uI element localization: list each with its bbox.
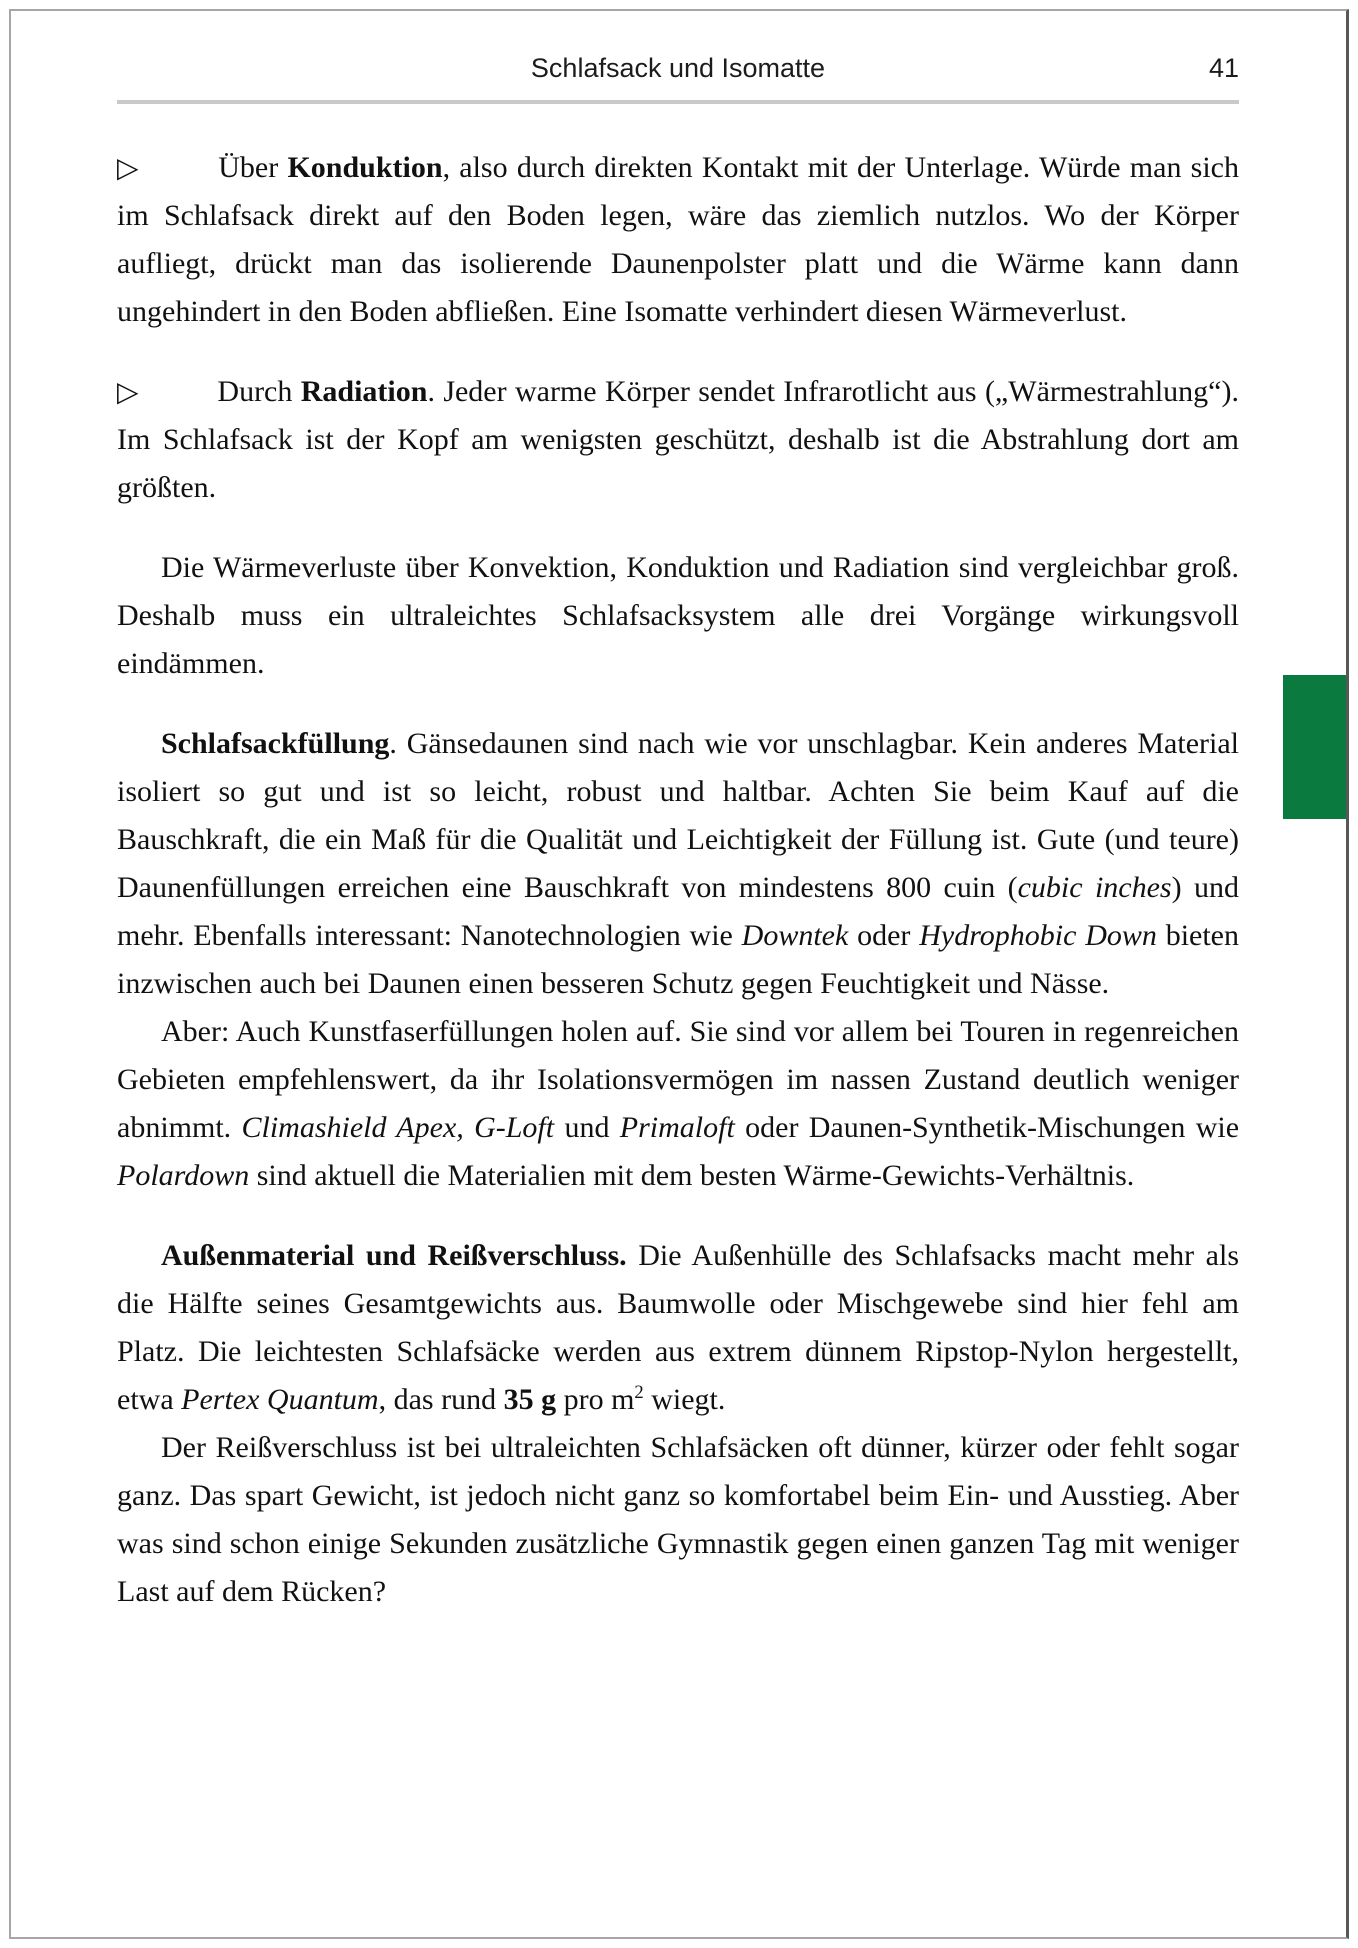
header-rule xyxy=(117,100,1239,104)
paragraph-aussenmaterial xyxy=(117,1232,1239,1424)
text-segment: ) und mehr. Ebenfalls interessant: Nanotechnologien wie xyxy=(117,871,1239,952)
paragraph-schlafsackfuellung xyxy=(117,720,1239,1008)
text-segment: bieten inzwischen auch bei Daunen einen besseren Schutz gegen Feuchtigkeit und Nässe. xyxy=(117,919,1239,1000)
text-segment: Die Außenhülle des Schlafsacks macht mehr als die Hälfte seines Gesamtgewichts aus. Baumwolle oder Mischgewebe sind hier fehl am Platz. Die leichtesten Schlafsäcke werden aus extrem dünnem Ripstop-Nylon hergestellt, etwa xyxy=(117,1239,1240,1416)
text-segment: und xyxy=(554,1111,620,1144)
italic-term: cubic inches xyxy=(1017,871,1172,904)
text-segment: , das rund xyxy=(378,1383,504,1416)
italic-term: Primaloft xyxy=(619,1111,735,1144)
running-header xyxy=(117,53,1239,93)
page-content xyxy=(117,53,1239,1616)
italic-term: Hydrophobic Down xyxy=(919,919,1157,952)
text-segment: Aber: Auch Kunstfaserfüllungen holen auf. Sie sind vor allem bei Touren in regenreichen Gebieten empfehlenswert, da ihr Isolationsvermögen im nassen Zustand deutlich weniger abnimmt. xyxy=(117,1015,1239,1144)
text-segment: sind aktuell die Materialien mit dem besten Wärme-Gewichts-Verhältnis. xyxy=(249,1159,1135,1192)
triangle-bullet-icon: ▷ xyxy=(117,375,140,408)
text-segment: oder xyxy=(848,919,920,952)
text-segment: , also durch direkten Kontakt mit der Unterlage. Würde man sich im Schlafsack direkt auf den Boden legen, wäre das ziemlich nutzlos. Wo der Körper aufliegt, drückt man das isolierende Daunenpolster platt und die Wärme kann dann ungehindert in den Boden abfließen. Eine Isomatte verhindert diesen Wärmeverlust. xyxy=(117,151,1239,328)
chapter-tab-marker xyxy=(1283,675,1346,819)
triangle-bullet-icon: ▷ xyxy=(117,151,141,184)
bold-term: 35 g xyxy=(503,1383,557,1416)
italic-term: Pertex Quantum xyxy=(181,1383,379,1416)
italic-term: Polardown xyxy=(117,1159,250,1192)
text-segment: oder Daunen-Synthetik-Mischungen wie xyxy=(734,1111,1240,1144)
paragraph-kunstfaser xyxy=(117,1008,1239,1200)
section-term: Außenmaterial und Reißverschluss. xyxy=(161,1239,627,1272)
text-segment: Die Wärmeverluste über Konvektion, Konduktion und Radiation sind vergleichbar groß. Deshalb muss ein ultraleichtes Schlafsacksystem alle drei Vorgänge wirkungsvoll eindämmen. xyxy=(117,551,1239,680)
italic-term: Downtek xyxy=(741,919,849,952)
bold-term: Konduktion xyxy=(287,151,443,184)
superscript-2: 2 xyxy=(634,1382,644,1403)
text-segment: . Gänsedaunen sind nach wie vor unschlagbar. Kein anderes Material isoliert so gut und ist so leicht, robust und haltbar. Achten Sie beim Kauf auf die Bauschkraft, die ein Maß für die Qualität und Leichtigkeit der Füllung ist. Gute (und teure) Daunenfüllungen erreichen eine Bauschkraft von mindestens 800 cuin ( xyxy=(117,727,1239,904)
section-term: Schlafsackfüllung xyxy=(161,727,390,760)
text-segment: wiegt. xyxy=(643,1383,726,1416)
bold-term: Radiation xyxy=(300,375,428,408)
body-text xyxy=(117,144,1239,1616)
paragraph-radiation xyxy=(117,368,1239,512)
text-segment: Durch xyxy=(217,375,301,408)
text-segment: pro m xyxy=(556,1383,635,1416)
paragraph-konduktion xyxy=(117,144,1239,336)
paragraph-waermeverluste xyxy=(117,544,1239,688)
page-title: Schlafsack und Isomatte xyxy=(530,53,826,83)
text-segment: . Jeder warme Körper sendet Infrarotlicht aus („Wärmestrahlung“). Im Schlafsack ist der Kopf am wenigsten geschützt, deshalb ist die Abstrahlung dort am größten. xyxy=(117,375,1239,504)
paragraph-reissverschluss xyxy=(117,1424,1239,1616)
text-segment: Über xyxy=(218,151,288,184)
book-page xyxy=(9,9,1349,1939)
text-segment: Der Reißverschluss ist bei ultraleichten Schlafsäcken oft dünner, kürzer oder fehlt sogar ganz. Das spart Gewicht, ist jedoch nicht ganz so komfortabel beim Ein- und Ausstieg. Aber was sind schon einige Sekunden zusätzliche Gymnastik gegen einen ganzen Tag mit weniger Last auf dem Rücken? xyxy=(117,1431,1239,1608)
italic-term: Climashield Apex, G-Loft xyxy=(241,1111,555,1144)
page-number: 41 xyxy=(1208,53,1239,83)
